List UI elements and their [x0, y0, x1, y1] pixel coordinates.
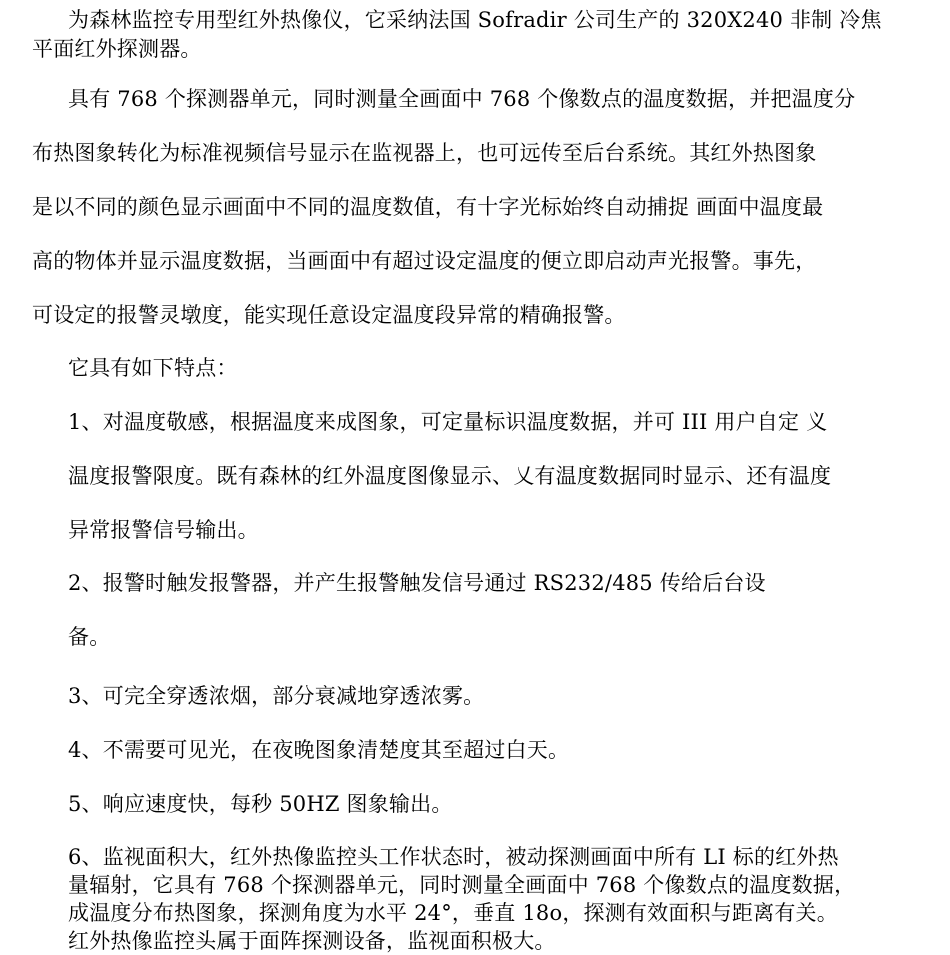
feature-1-line-3: 异常报警信号输出。 [68, 518, 259, 542]
feature-1-line-2: 温度报警限度。既有森林的红外温度图像显示、乂有温度数据同时显示、还有温度 [68, 464, 832, 488]
description-line-2: 布热图象转化为标准视频信号显示在监视器上，也可远传至后台系统。其红外热图象 [32, 141, 817, 165]
description-line-5: 可设定的报警灵墩度，能实现任意设定温度段异常的精确报警。 [32, 303, 626, 327]
feature-6-line-3: 成温度分布热图象，探测角度为水平 24°，垂直 18o，探测有效面积与距离有关。 [68, 901, 838, 925]
feature-1-line-1: 1、对温度敬感，根据温度来成图象，可定量标识温度数据，并可 III 用户自定 义 [68, 410, 828, 434]
intro-line-1: 为森林监控专用型红外热像仪，它采纳法国 Sofradir 公司生产的 320X240 非制 冷焦 [68, 8, 882, 32]
feature-6-line-4: 红外热像监控头属于面阵探测设备，监视面积极大。 [68, 929, 556, 953]
features-heading: 它具有如下特点： [68, 356, 238, 380]
intro-line-2: 平面红外探测器。 [32, 37, 202, 61]
feature-6-line-2: 量辐射，它具有 768 个探测器单元，同时测量全画面中 768 个像数点的温度数据， [68, 873, 856, 897]
description-line-4: 高的物体并显示温度数据，当画面中有超过设定温度的便立即启动声光报警。事先， [32, 249, 817, 273]
feature-2-line-2: 备。 [68, 625, 111, 649]
feature-3: 3、可完全穿透浓烟，部分衰减地穿透浓雾。 [68, 684, 485, 708]
description-line-1: 具有 768 个探测器单元，同时测量全画面中 768 个像数点的温度数据，并把温度分 [68, 87, 856, 111]
feature-6-line-1: 6、监视面积大，红外热像监控头工作状态时，被动探测画面中所有 LI 标的红外热 [68, 845, 839, 869]
feature-5: 5、响应速度快，每秒 50HZ 图象输出。 [68, 792, 453, 816]
feature-4: 4、不需要可见光，在夜晚图象清楚度其至超过白天。 [68, 738, 570, 762]
feature-2-line-1: 2、报警时触发报警器，并产生报警触发信号通过 RS232/485 传给后台设 [68, 571, 766, 595]
description-line-3: 是以不同的颜色显示画面中不同的温度数值，有十字光标始终自动捕捉 画面中温度最 [32, 195, 824, 219]
